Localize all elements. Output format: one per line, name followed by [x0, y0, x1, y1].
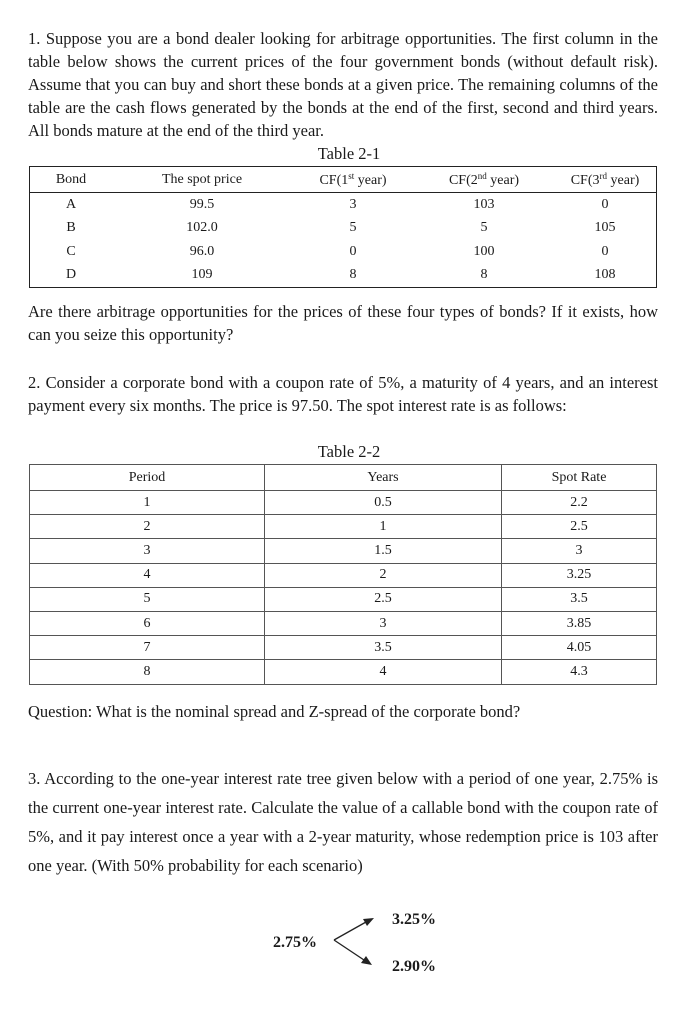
cell: 2.5: [265, 587, 502, 611]
cell: 8: [292, 264, 414, 288]
cell: 99.5: [189, 196, 215, 212]
cell: D: [30, 264, 113, 288]
q1-question: Are there arbitrage opportunities for the prices of these four types of bonds? If it exists, how can you seize this opportunity?: [28, 302, 658, 344]
header-period: Period: [30, 465, 265, 491]
cell: 8: [414, 264, 554, 288]
table-header-row: [30, 167, 657, 193]
table-row: [30, 563, 657, 587]
cell: 3: [349, 196, 357, 212]
cell: 108: [554, 264, 657, 288]
table-header-row: [30, 465, 657, 491]
cell: 100: [473, 243, 495, 259]
table-row: [30, 264, 657, 288]
cell: 3.5: [265, 636, 502, 660]
header-cf3: CF(3rd year): [554, 167, 657, 193]
cell: 6: [30, 611, 265, 635]
cell: 8: [30, 660, 265, 684]
header-spot-rate: Spot Rate: [502, 465, 657, 491]
table-2-1-title: Table 2-1: [317, 144, 381, 163]
cell: 7: [30, 636, 265, 660]
cell: 109: [112, 264, 292, 288]
header-years: Years: [265, 465, 502, 491]
tree-down-rate: 2.90%: [392, 958, 436, 975]
cell: 2.2: [502, 491, 657, 515]
tree-up-rate: 3.25%: [392, 911, 436, 928]
cell: 2: [30, 515, 265, 539]
table-row: [30, 240, 657, 264]
cell: 3: [265, 611, 502, 635]
header-bond: Bond: [30, 167, 113, 193]
cell: 1: [265, 515, 502, 539]
cell: 103: [473, 196, 495, 212]
table-row: [30, 515, 657, 539]
arrow-up-icon: [363, 918, 374, 926]
cell: 1.5: [265, 539, 502, 563]
table-row: [30, 217, 657, 241]
cell: 0: [554, 193, 657, 217]
cell: 4.05: [502, 636, 657, 660]
cell: 2.5: [502, 515, 657, 539]
table-2-2: [29, 464, 657, 685]
q2-text: 2. Consider a corporate bond with a coupon rate of 5%, a maturity of 4 years, and an interest payment every six months. The price is 97.50. The spot interest rate is as follows:: [28, 373, 658, 415]
q2-question: Question: What is the nominal spread and Z-spread of the corporate bond?: [28, 702, 521, 721]
table-row: [30, 611, 657, 635]
cell: 1: [30, 491, 265, 515]
q3-text: 3. According to the one-year interest rate tree given below with a period of one year, 2.75% is the current one-year interest rate. Calculate the value of a callable bond with the coupon rate of 5%, and it pay interest once a year with a 2-year maturity, whose redemption price is 103 after one year. (With 50% probability for each scenario): [28, 769, 658, 875]
tree-root-rate: 2.75%: [273, 934, 317, 951]
branch-up-line: [334, 922, 366, 940]
q1-text: 1. Suppose you are a bond dealer looking for arbitrage opportunities. The first column in the table below shows the current prices of the four government bonds (without default risk). Assume that you can buy and short these bonds at a given price. The remaining columns of the table are the cash flows generated by the bonds at the end of the first, second and third years. All bonds mature at the end of the third year.: [28, 29, 658, 140]
table-row: [30, 660, 657, 684]
header-cf2: CF(2nd year): [414, 167, 554, 193]
table-row: [30, 636, 657, 660]
cell: 0: [554, 240, 657, 264]
cell: 2: [265, 563, 502, 587]
table-2-1: [29, 166, 657, 288]
table-row: [30, 539, 657, 563]
cell: 3: [502, 539, 657, 563]
cell: 3: [30, 539, 265, 563]
cell: 4: [30, 563, 265, 587]
cell: 96.0: [189, 243, 215, 259]
cell: 102.0: [186, 220, 218, 236]
table-row: [30, 193, 657, 217]
tree-branch-arrows: [328, 910, 388, 970]
cell: 3.85: [502, 611, 657, 635]
table-row: [30, 587, 657, 611]
header-price: The spot price: [112, 167, 292, 193]
branch-down-line: [334, 940, 364, 960]
cell: 0.5: [265, 491, 502, 515]
cell: 5: [480, 220, 488, 236]
arrow-down-icon: [361, 956, 372, 965]
cell: C: [30, 240, 113, 264]
table-2-2-title: Table 2-2: [317, 442, 381, 461]
cell: 0: [349, 243, 357, 259]
header-cf1: CF(1st year): [292, 167, 414, 193]
cell: 3.5: [502, 587, 657, 611]
cell: 5: [349, 220, 357, 236]
table-row: [30, 491, 657, 515]
cell: 4.3: [502, 660, 657, 684]
cell: A: [30, 193, 113, 217]
cell: 4: [265, 660, 502, 684]
cell: 3.25: [502, 563, 657, 587]
cell: 5: [30, 587, 265, 611]
cell: B: [30, 217, 113, 241]
cell: 105: [554, 217, 657, 241]
